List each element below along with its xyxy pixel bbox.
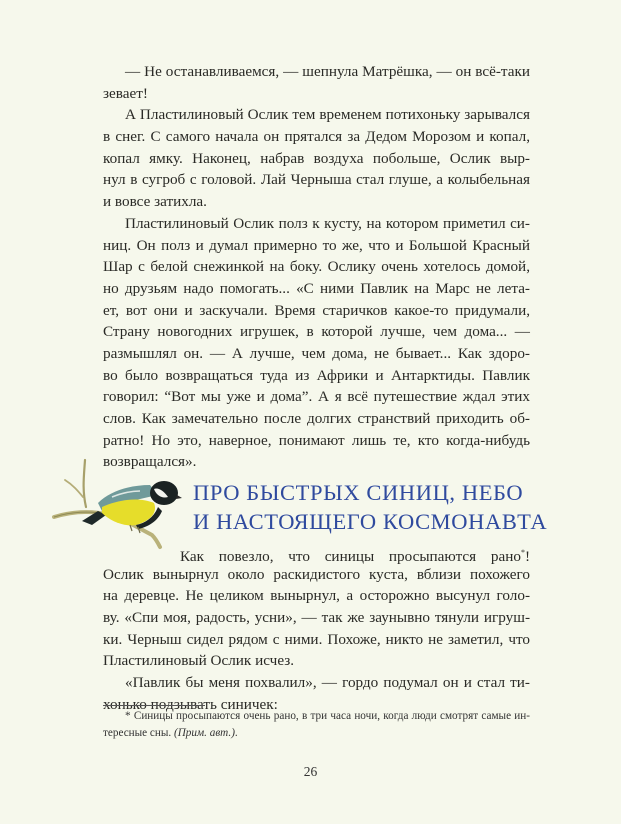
text-line: но друзьям надо помогать... «С ними Павлик на Марс не лета- <box>103 279 530 297</box>
text-line: ет, вот они и заскучали. Время старичков какое-то придумали, <box>103 301 530 319</box>
text-line-first <box>103 542 530 564</box>
text-line: на деревце. Не целиком вынырнул, а осторожно высунул голо- <box>103 587 530 605</box>
body-text-section-1 <box>103 61 530 473</box>
text-line: Пластилиновый Ослик исчез. <box>103 652 295 670</box>
first-line-end: ! <box>524 548 530 565</box>
text-line: во было возвращаться туда из Африки и Антарктиды. Павлик <box>103 366 530 384</box>
chapter-title-line-2: И НАСТОЯЩЕГО КОСМОНАВТА <box>193 509 548 534</box>
text-line: нул в сугроб с головой. Лай Черныша стал глуше, а колыбельная <box>103 171 530 189</box>
text-line: Шар с белой снежинкой на боку. Ослику очень хотелось домой, <box>103 258 530 276</box>
text-line: Страну новогодних игрушек, в которой лучше, чем дома... — <box>103 323 530 341</box>
footnote <box>103 708 530 742</box>
footnote-line-1: * Синицы просыпаются очень рано, в три часа ночи, когда люди смотрят самые ин- <box>125 710 530 722</box>
text-line: хонько подзывать синичек: <box>103 695 278 713</box>
bird-illustration-icon <box>40 455 190 555</box>
text-line: ву. «Спи моя, радость, усни», — так же заунывно тянули игруш- <box>103 609 530 627</box>
text-line: говорил: “Вот мы уже и дома”. А я всё путешествие ждал этих <box>103 388 530 406</box>
text-line: ки. Черныш сидел рядом с ними. Похоже, никто не заметил, что <box>103 630 530 648</box>
footnote-end: . <box>234 727 238 739</box>
text-line: слов. Как замечательно после долгих странствий приходить об- <box>103 410 530 427</box>
text-line: ниц. Он полз и думал примерно то же, что и Большой Красный <box>103 236 530 254</box>
chapter-title-line-1: ПРО БЫСТРЫХ СИНИЦ, НЕБО <box>193 480 524 505</box>
text-line: — Не останавливаемся, — шепнула Матрёшка, — он всё-таки <box>125 63 530 80</box>
text-line: в снег. С самого начала он прятался за Дедом Морозом и копал, <box>103 128 530 146</box>
first-line-text: Как повезло, что синицы просыпаются рано <box>180 548 521 565</box>
text-line: и вовсе затихла. <box>103 193 207 211</box>
text-line: копал ямку. Наконец, набрав воздуха побольше, Ослик выр- <box>103 149 530 167</box>
text-line: возвращался». <box>103 453 197 471</box>
text-line: «Павлик бы меня похвалил», — гордо подумал он и стал ти- <box>125 674 530 692</box>
footnote-marker: * <box>520 548 525 557</box>
chapter-title <box>193 478 548 536</box>
text-line: А Пластилиновый Ослик тем временем потихоньку зарывался <box>125 106 530 124</box>
text-line: ратно! Но это, наверное, понимают лишь те, кто когда-нибудь <box>103 431 530 449</box>
page-number: 26 <box>303 764 318 779</box>
body-text-section-2 <box>103 542 530 716</box>
footnote-text: тересные сны. <box>103 727 174 739</box>
text-line: Ослик вынырнул около раскидистого куста, вблизи похожего <box>103 565 530 583</box>
author-note: (Прим. авт.) <box>174 727 235 739</box>
text-line: размышлял он. — А лучше, чем дома, не бывает... Как здоро- <box>103 344 530 362</box>
footnote-line-2 <box>103 725 530 742</box>
text-line: Пластилиновый Ослик полз к кусту, на котором приметил си- <box>125 214 530 232</box>
text-line: зевает! <box>103 84 148 102</box>
footnote-divider <box>103 705 205 706</box>
